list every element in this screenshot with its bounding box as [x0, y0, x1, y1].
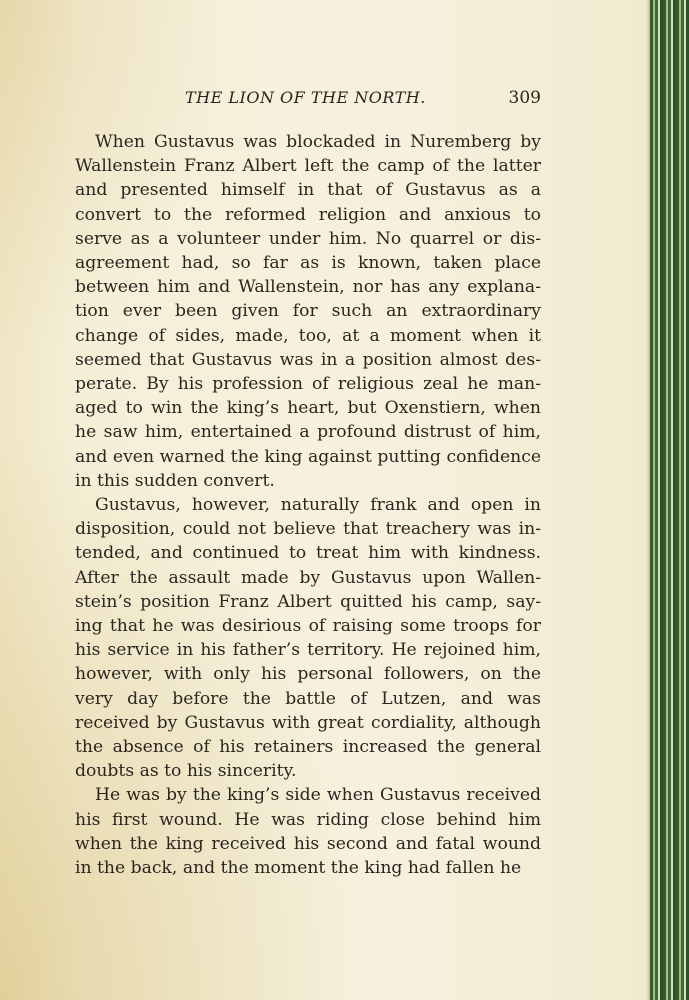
- book-spine-cloth: [650, 0, 689, 1000]
- paragraph-3: He was by the king’s side when Gustavus received his first wound. He was riding close behind him when the king received his second and fatal wound in the back, and the moment the king had fallen he: [75, 785, 541, 879]
- body-text: [75, 130, 541, 880]
- paragraph-1: When Gustavus was blockaded in Nuremberg by Wallenstein Franz Albert left the camp of the latter and presented himself in that of Gustavus as a convert to the reformed religion and anxious to serve as a volunteer under him. No quarrel or disagreement had, so far as is known, taken place between him and Wallenstein, nor has any explanation ever been given for such an extraordinary change of sides, made, too, at a moment when it seemed that Gustavus was in a position almost desperate. By his profession of religious zeal he managed to win the king’s heart, but Oxenstiern, when he saw him, entertained a profound distrust of him, and even warned the king against putting confidence in this sudden convert.: [75, 132, 541, 491]
- page-number: 309: [508, 88, 541, 108]
- running-title: THE LION OF THE NORTH.: [185, 88, 426, 107]
- paragraph-2: Gustavus, however, naturally frank and open in disposition, could not believe that treachery was intended, and continued to treat him with kindness. After the assault made by Gustavus upon Wallenstein’s position Franz Albert quitted his camp, saying that he was desirious of raising some troops for his service in his father’s territory. He rejoined him, however, with only his personal followers, on the very day before the battle of Lutzen, and was received by Gustavus with great cordiality, although the absence of his retainers increased the general doubts as to his sincerity.: [75, 495, 541, 782]
- running-header: [75, 88, 541, 114]
